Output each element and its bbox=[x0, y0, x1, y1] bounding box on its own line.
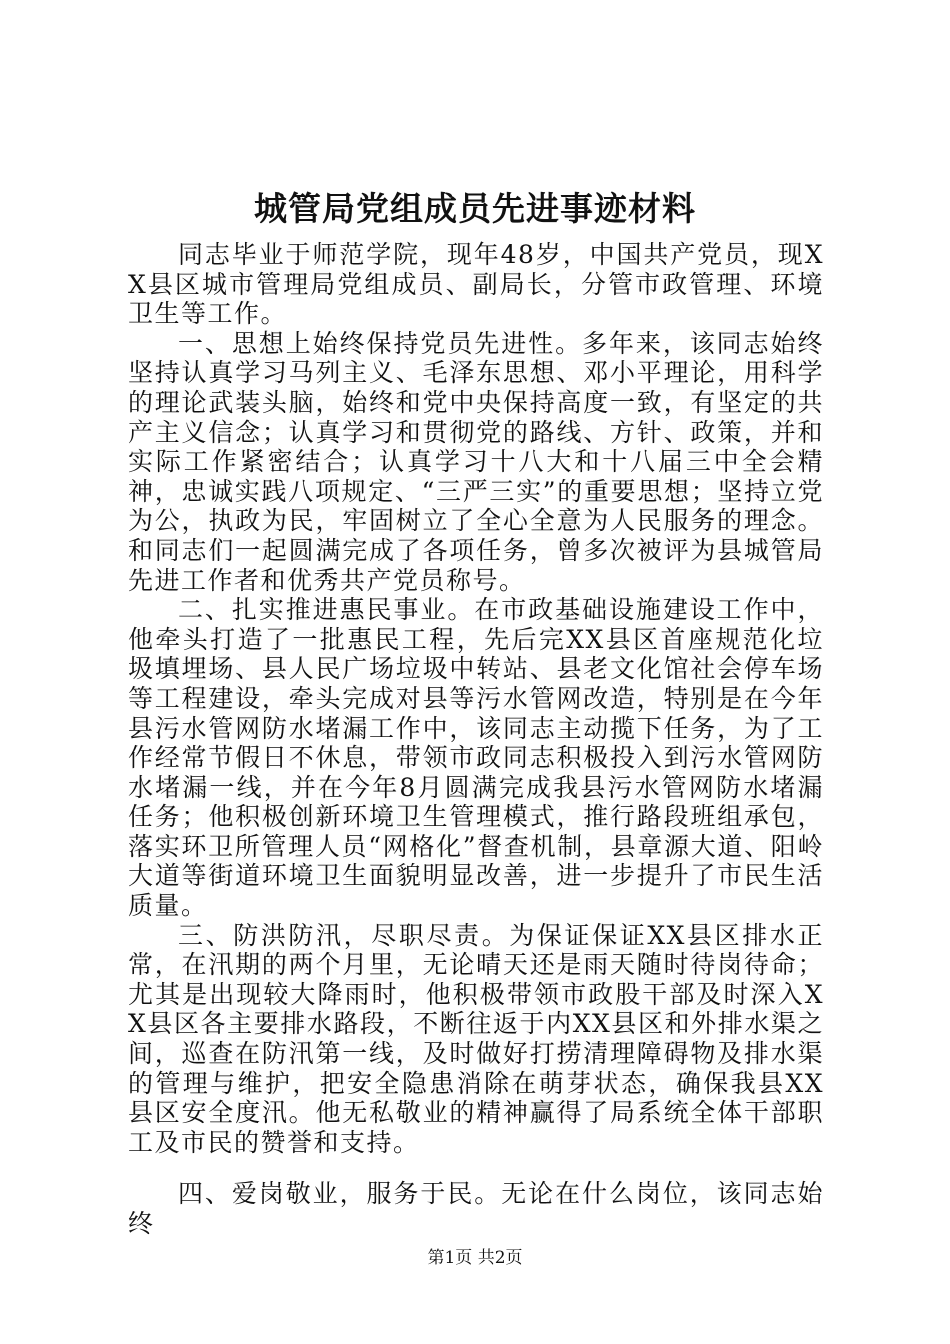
document-body bbox=[128, 240, 824, 1239]
paragraph-intro: 同志毕业于师范学院，现年48岁，中国共产党员，现XX县区城市管理局党组成员、副局长，分管市政管理、环境卫生等工作。 bbox=[128, 240, 824, 329]
paragraph-section-4: 四、爱岗敬业，服务于民。无论在什么岗位，该同志始终 bbox=[128, 1179, 824, 1238]
paragraph-section-3: 三、防洪防汛，尽职尽责。为保证保证XX县区排水正常，在汛期的两个月里，无论晴天还是雨天随时待岗待命；尤其是出现较大降雨时，他积极带领市政股干部及时深入XX县区各主要排水路段，不断往返于内XX县区和外排水渠之间，巡查在防汛第一线，及时做好打捞清理障碍物及排水渠的管理与维护，把安全隐患消除在萌芽状态，确保我县XX县区安全度汛。他无私敬业的精神赢得了局系统全体干部职工及市民的赞誉和支持。 bbox=[128, 920, 824, 1157]
paragraph-section-1: 一、思想上始终保持党员先进性。多年来，该同志始终坚持认真学习马列主义、毛泽东思想、邓小平理论，用科学的理论武装头脑，始终和党中央保持高度一致，有坚定的共产主义信念；认真学习和贯彻党的路线、方针、政策，并和实际工作紧密结合；认真学习十八大和十八届三中全会精神，忠诚实践八项规定、“三严三实”的重要思想；坚持立党为公，执政为民，牢固树立了全心全意为人民服务的理念。和同志们一起圆满完成了各项任务，曾多次被评为县城管局先进工作者和优秀共产党员称号。 bbox=[128, 328, 824, 595]
paragraph-section-2: 二、扎实推进惠民事业。在市政基础设施建设工作中，他牵头打造了一批惠民工程，先后完XX县区首座规范化垃圾填埋场、县人民广场垃圾中转站、县老文化馆社会停车场等工程建设，牵头完成对县等污水管网改造，特别是在今年县污水管网防水堵漏工作中，该同志主动揽下任务，为了工作经常节假日不休息，带领市政同志积极投入到污水管网防水堵漏一线，并在今年8月圆满完成我县污水管网防水堵漏任务；他积极创新环境卫生管理模式，推行路段班组承包，落实环卫所管理人员“网格化”督查机制，县章源大道、阳岭大道等街道环境卫生面貌明显改善，进一步提升了市民生活质量。 bbox=[128, 595, 824, 921]
document-title: 城管局党组成员先进事迹材料 bbox=[254, 189, 696, 228]
page-number-footer: 第1页 共2页 bbox=[427, 1248, 523, 1268]
